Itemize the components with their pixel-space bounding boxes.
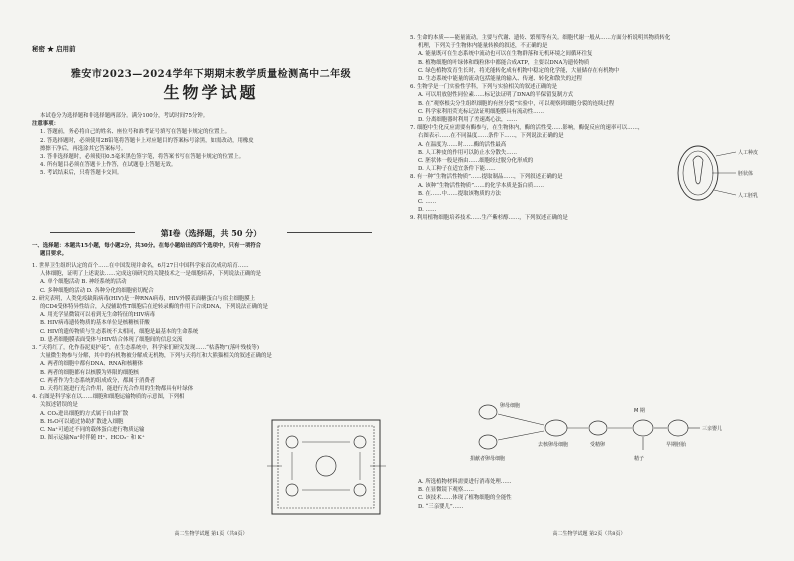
question-line: C. …… [418,199,437,206]
question-line: 机理，下列关于生物体内能量转换的叙述，不正确的是 [418,43,548,50]
intro-block [32,112,390,178]
question-line: D. 人工种子在适宜条件下能…… [418,166,496,173]
notice-line: 3. 答非选择题时，必须使用0.5毫米黑色签字笔，将答案书写在答题卡规定的位置上。 [40,154,245,161]
exam-title: 雅安市2023—2024学年下期期末教学质量检测高中二年级 [70,69,352,80]
flow-label: 捐献者卵母细胞 [470,456,506,462]
question-line: C. 该技术……体现了植物细胞的全能性 [418,495,512,502]
question-line: 人体细胞，证明了上述说法……完成这项研究的关键技术之一是细胞培养，下列说法正确的是 [40,271,262,278]
instr-line: 一、选择题：本题共15小题，每小题2分，共30分。在每小题给出的四个选项中，只有一项符合 [32,243,261,249]
flow-label: 精子 [634,456,645,462]
question-line: C. 科学家利用荧光标记法证明细胞膜具有流动性…… [418,108,544,115]
secret-label: 秘密 ★ 启用前 [32,45,76,53]
notice-line: 4. 所有题目必须在答题卡上作答，在试题卷上答题无效。 [40,162,177,169]
seed-label: 人工胚乳 [738,193,759,199]
question-line: A. 该种“生物活性物质”……的化学本质是蛋白质…… [418,182,545,189]
question-line: D. “三亲婴儿”…… [418,503,464,510]
right-page [408,0,770,561]
question-line: B. 在……中……提取该物质的方法 [418,190,501,197]
question-line: 2. 研究表明，人类免疫缺陷病毒(HIV)是一种RNA病毒，HIV外膜表面糖蛋白与宿主细胞膜上 [32,295,256,302]
section-title: 第Ⅰ卷（选择题，共 50 分） [160,228,262,238]
question-line: 的CD4受体特异性结合，入侵辅助性T细胞后在逆转录酶的作用下合成DNA，下列说法正确的是 [40,304,268,311]
question-line: A. 能量既可在生态系统中流动也可以在生物群落和无机环境之间循环往复 [418,51,593,58]
cell-transport-figure [262,412,390,522]
question-line: 1. 世界卫生组织认定的首个……在中国发现并命名，6月27日中国科学家首次成功培育…… [32,263,249,269]
question-line: B. 人工种皮的作用可以防止水分散失…… [418,149,518,156]
question-line: D. 生态系统中能量的流动包括能量的输入、传递、转化和散失的过程 [418,76,582,83]
instr-line: 题目要求。 [40,251,67,258]
subject-title: 生物学试题 [163,83,259,102]
flow-label: 受精卵 [590,442,606,448]
question-line: B. HIV病毒遗传物质的基本单位是核糖核苷酸 [40,320,150,327]
artificial-seed-figure [666,140,770,206]
flow-label: 去核卵母细胞 [538,442,569,448]
divider [287,232,372,233]
flow-label: 早期胚胎 [666,442,687,448]
question-line: C. 多种细胞的活动 D. 各种分化的细胞密切配合 [40,287,154,294]
question-line: 4. 右图是科学家在以……细胞和细胞运输物质的示意图，下列相 [32,394,185,401]
question-line: B. 在显微镜下观察…… [418,487,474,494]
seed-label: 人工种皮 [738,150,759,156]
question-line: 大量微生物参与分解，其中的有机物被分解成无机物，下列与天将红和大熊猫相关的叙述正确的是 [40,353,272,360]
question-line: D. 患者细胞膜表面受体与HIV结合体现了细胞间的信息交流 [40,336,183,343]
flow-label: M 期 [634,408,645,414]
seed-label: 胚状体 [738,171,754,177]
q9-options [410,478,768,511]
question-line: C. HIV的遗传物质与生态系统不太相同，细胞是最基本的生命系统 [40,328,199,335]
intro-text: 本试卷分为选择题和非选择题两部分。满分100分，考试时间75分钟。 [40,113,209,119]
question-line: 5. 生命的本质——能量流动，主要与代谢、遗传、繁殖等有关。细胞代谢一般从……方面分析说明其物质转化 [410,35,671,41]
question-line: C. 两者作为生态系统的组成成分，都属于消费者 [40,377,156,384]
question-line: B. 两者的细胞都有以核膜为界限的细胞核 [40,369,140,376]
question-line: B. H₂O可以通过协助扩散进入细胞 [40,418,124,425]
question-line: C. 胚状体一般是指由……细胞经过脱分化形成的 [418,158,534,165]
question-line: D. 天将红能进行光合作用，能进行光合作用的生物都具有叶绿体 [40,386,194,393]
question-line: 右图表示……在不同温度……条件下……，下列说法正确的是 [418,133,564,140]
question-line: A. 可以用放射性同位素……标记法证明了DNA的半保留复制方式 [418,92,574,99]
question-line: 关叙述错误的是 [40,402,78,409]
page-footer: 高二生物学试题 第1页（共8页） [174,531,248,537]
question-line: C. 绿色植物发育生长时，将光能转化成有机物中稳定的化学能，大量储存在有机物中 [418,67,620,74]
three-parent-flow-figure [468,398,728,470]
question-line: 3. “天将红了，化作春泥更护花”，在生态系统中，科学家们研究发现……“枯落物”(落叶残枝等) [32,345,259,352]
notice-line: 1. 答题前，务必将自己的姓名、座位号和准考证号填写在答题卡规定的位置上。 [40,129,231,136]
question-line: B. 植物细胞的叶绿体和线粒体中都能合成ATP，主要以DNA为遗传物质 [418,59,590,66]
question-line: C. Na⁺可通过不同的载体蛋白进行物质运输 [40,427,145,434]
question-line: A. 单个细胞活动 B. 神经系统的活动 [40,279,127,286]
question-line: A. 用光学显微镜可以看到无生命特征的HIV病毒 [40,312,156,319]
question-line: A. 所选植物材料需要进行消毒处理…… [418,479,512,485]
notice-line: 5. 考试结束后，只将答题卡交回。 [40,170,123,177]
question-line: D. …… [418,207,437,214]
flow-label: 卵母细胞 [500,403,521,409]
question-line: A. 在温度为……时……酶的活性最高 [418,141,507,148]
question-line: B. 在“观察根尖分生组织细胞的有丝分裂”实验中，可以观察到细胞分裂的连续过程 [418,100,615,107]
question-line: 8. 有一种“生物活性物质”……提取制品……，下列叙述正确的是 [410,174,563,181]
question-line: 6. 生物学是一门实验性学科，下列与实验相关的叙述正确的是 [410,84,558,91]
question-line: 9. 利用植物细胞培养技术……生产紫杉醇……，下列叙述正确的是 [410,215,568,222]
question-line: D. 图示运输Na⁺时伴随 H⁺、HCO₃⁻ 和 K⁺ [40,435,145,442]
question-line: 7. 细胞中生化反应需要有酶参与，在生物体内，酶的活性受……影响，酶促反应的速率可以……， [410,125,644,132]
notice-line: 2. 答选择题时，必须使用2B铅笔将答题卡上对应题目的答案标号涂黑，如需改动，用橡皮 [40,137,254,144]
question-line: A. CO₂进出细胞的方式属于自由扩散 [40,410,129,417]
section-instructions [32,242,390,258]
question-line: D. 分离细胞器时利用了差速离心法，…… [418,117,518,124]
notice-line: 擦擦干净后，再选涂其它答案标号。 [40,145,127,152]
left-page [30,0,392,561]
page-footer: 高二生物学试题 第2页（共8页） [552,531,626,537]
flow-label: 三亲婴儿 [702,426,723,432]
question-line: A. 两者的细胞中都有DNA、RNA和核糖体 [40,361,143,368]
notice-title: 注意事项： [32,121,59,128]
